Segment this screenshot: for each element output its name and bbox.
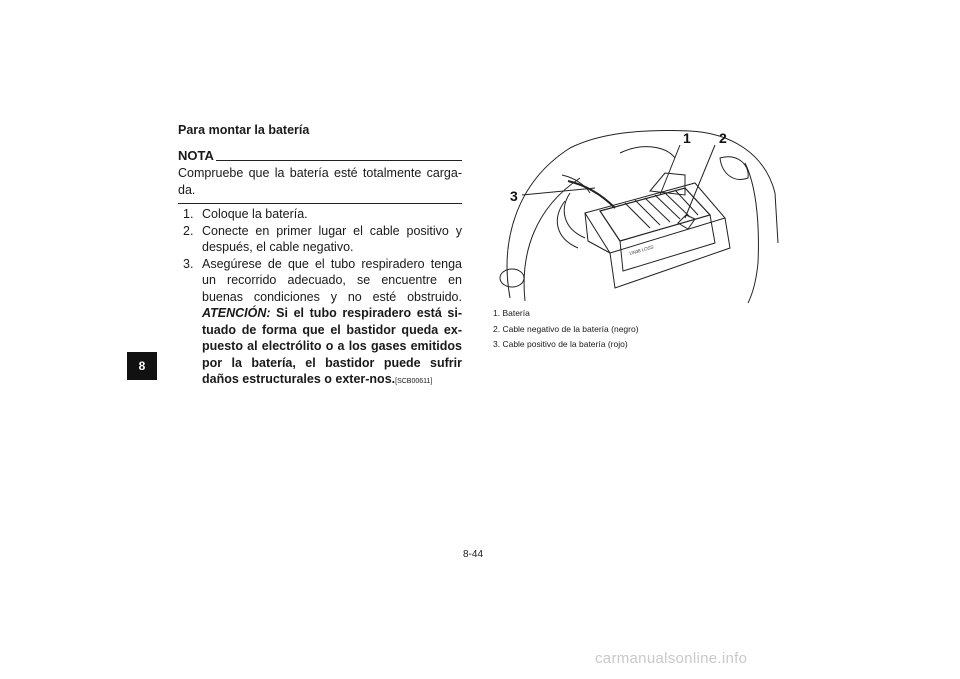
caption-item: 1. Batería <box>493 308 530 318</box>
nota-text: Compruebe que la batería esté totalmente carga-da. <box>178 166 462 197</box>
page-number: 8-44 <box>463 549 484 560</box>
step-number: 1. <box>183 207 194 221</box>
watermark: carmanualsonline.info <box>595 650 748 667</box>
step-item <box>178 256 462 391</box>
steps-list <box>178 206 462 391</box>
callout-3: 3 <box>510 188 518 204</box>
step-item <box>178 223 462 256</box>
nota-end-divider <box>178 203 462 204</box>
chapter-tab: 8 <box>127 352 157 380</box>
nota-divider <box>216 160 462 161</box>
caption-item: 3. Cable positivo de la batería (rojo) <box>493 339 628 349</box>
step-number: 2. <box>183 223 194 238</box>
battery-illustration <box>490 123 780 305</box>
callout-1: 1 <box>683 130 691 146</box>
step-text: Coloque la batería. <box>202 207 308 221</box>
figure-captions <box>493 306 773 353</box>
callout-2: 2 <box>719 130 727 146</box>
caption-item: 2. Cable negativo de la batería (negro) <box>493 323 639 334</box>
section-title: Para montar la batería <box>178 123 310 137</box>
warning-text: Si el tubo respiradero está si-tuado de forma que el bastidor queda ex-puesto al electrólito o a los gases emitidos por la batería, el bastidor puede sufrir daños estructurales o exter-nos. <box>202 306 462 386</box>
step-text: Asegúrese de que el tubo respiradero tenga un recorrido adecuado, se encuentre en buenas condiciones y no esté obstruido. <box>202 256 462 304</box>
step-item <box>178 206 462 223</box>
warning-code: [SCB00611] <box>395 378 433 385</box>
step-number: 3. <box>183 256 194 271</box>
warning-lead: ATENCIÓN: <box>202 306 271 320</box>
battery-label: UN38 LOSS <box>628 244 655 256</box>
nota-label: NOTA <box>178 148 214 163</box>
step-text: Conecte en primer lugar el cable positivo y después, el cable negativo. <box>202 223 462 254</box>
